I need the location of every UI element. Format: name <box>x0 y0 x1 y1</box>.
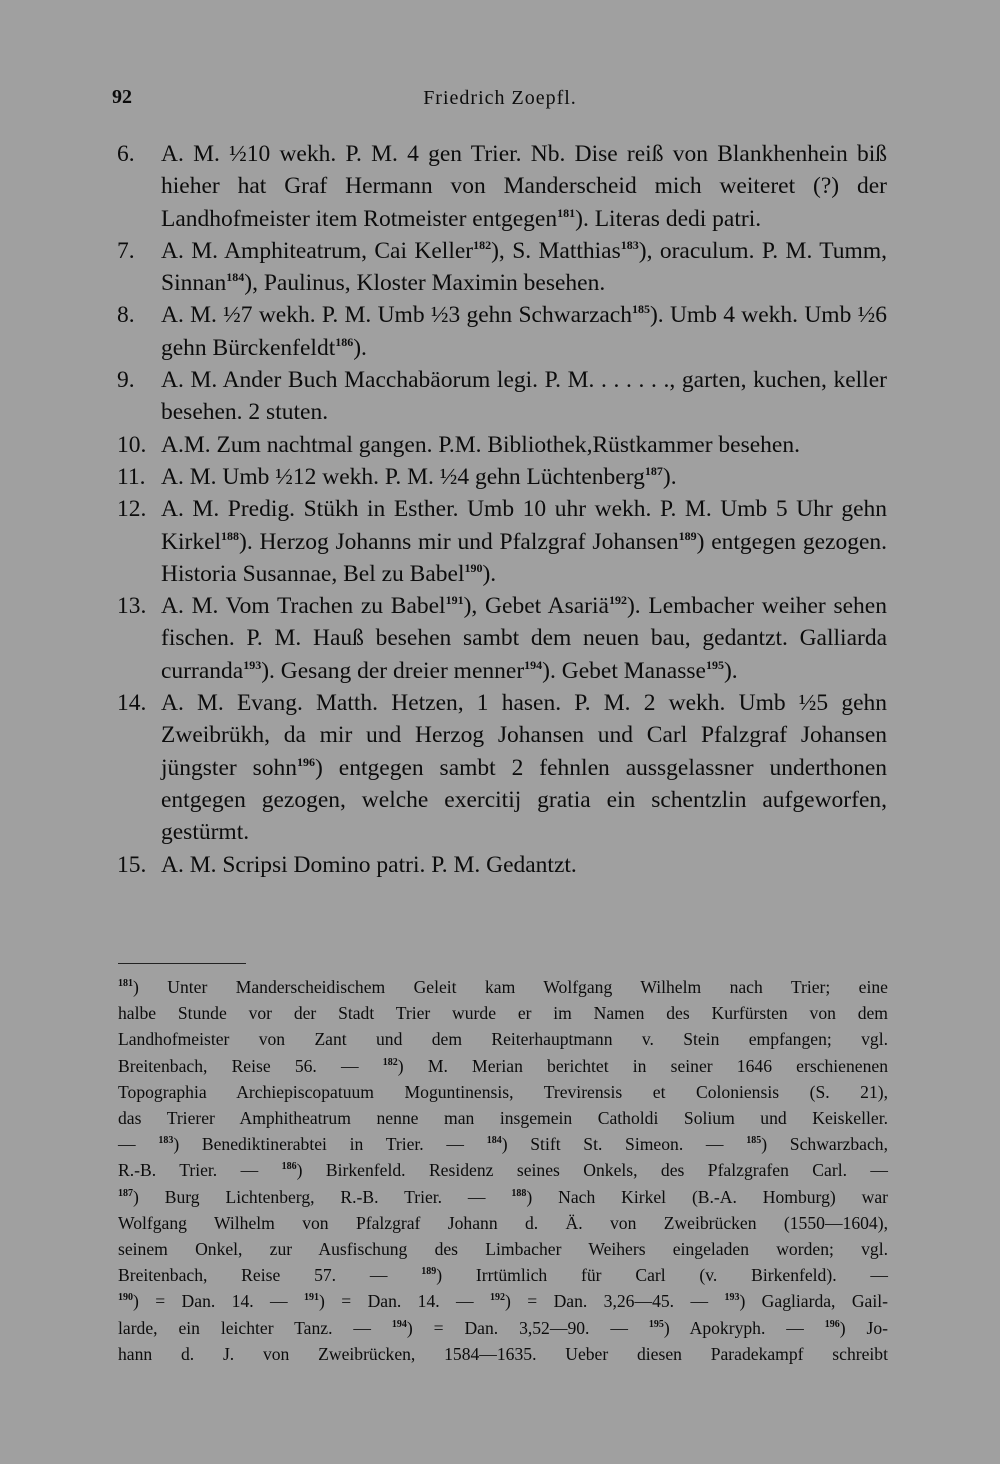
footnote-text: ) Unter Manderscheidischem Geleit kam Wolfgang Wilhelm nach Trier; eine <box>133 977 888 997</box>
footnote-text: ) M. Merian berichtet in seiner 1646 erschienenen <box>397 1055 889 1076</box>
entry-text: A. M. Scripsi Domino patri. P. M. Gedantzt. <box>161 851 577 878</box>
footnote-text: ) = Dan. 14. — <box>133 1291 305 1312</box>
footnote-ref: 195 <box>705 657 724 672</box>
footnote-number: 191 <box>304 1292 320 1304</box>
entry-text: A. M. Ander Buch Macchabäorum legi. P. M. . . . . . ., garten, kuchen, keller besehen. 2 stuten. <box>161 367 887 426</box>
footnote-ref: 191 <box>445 593 464 608</box>
diary-entry <box>117 235 887 300</box>
diary-entry <box>117 138 887 235</box>
entry-text: ) entgegen gezogen. Historia Susannae, Bel zu Babel <box>161 528 888 587</box>
footnote-number: 186 <box>281 1161 297 1173</box>
entry-text: ). <box>353 334 367 361</box>
footnote-rule <box>118 963 246 964</box>
footnote-text: Landhofmeister von Zant und dem Reiterhauptmann v. Stein empfangen; vgl. <box>118 1029 888 1050</box>
entry-number: 15. <box>117 851 147 878</box>
entry-text: ). Gebet Manasse <box>542 657 706 684</box>
footnote-number: 183 <box>158 1135 174 1147</box>
footnote-text: ) = Dan. 14. — <box>319 1291 491 1312</box>
diary-entry <box>117 687 887 848</box>
footnote-number: 181 <box>118 978 133 989</box>
diary-entry <box>117 461 887 493</box>
entry-text: ). Gesang der dreier menner <box>261 657 525 684</box>
footnote-line <box>118 1210 888 1236</box>
footnote-text: ) Stift St. Simeon. — <box>501 1134 747 1155</box>
footnote-text: ) Jo- <box>839 1317 889 1338</box>
entry-text: ). <box>482 560 497 587</box>
running-head: Friedrich Zoepfl. <box>423 87 577 109</box>
entry-text: ), Gebet Asariä <box>463 593 609 620</box>
footnote-text: ) Irrtümlich für Carl (v. Birkenfeld). — <box>436 1265 888 1286</box>
entry-number: 13. <box>117 593 147 620</box>
footnote-number: 187 <box>118 1187 133 1199</box>
entry-text: A.M. Zum nachtmal gangen. P.M. Bibliothek,Rüstkammer besehen. <box>161 431 800 458</box>
footnote-number: 192 <box>490 1292 506 1304</box>
entry-text: ). <box>662 463 677 490</box>
footnote-ref: 184 <box>226 270 245 285</box>
main-text <box>117 138 887 881</box>
footnote-text: ) Apokryph. — <box>663 1317 825 1338</box>
footnote-line <box>118 1288 888 1314</box>
footnote-text: Breitenbach, Reise 57. — <box>118 1265 422 1286</box>
footnote-text: R.-B. Trier. — <box>118 1160 282 1181</box>
footnote-text: ) Benediktinerabtei in Trier. — <box>173 1134 487 1155</box>
entry-text: A. M. Evang. Matth. Hetzen, 1 hasen. P. M. 2 wekh. Umb ½5 gehn Zweibrükh, da mir und Herzog Johansen und Carl Pfalzgraf Johansen jüngster sohn <box>161 690 887 781</box>
diary-entry <box>117 590 887 687</box>
footnote-line <box>118 1157 888 1183</box>
footnote-ref: 189 <box>678 528 697 543</box>
footnote-ref: 187 <box>644 463 663 478</box>
entry-number: 11. <box>117 463 146 490</box>
entry-number: 10. <box>117 431 147 458</box>
footnote-number: 190 <box>118 1292 133 1304</box>
entry-number: 7. <box>117 237 135 264</box>
entry-text: ), oraculum. P. M. Tumm, Sinnan <box>161 237 887 297</box>
entry-text: ). Literas dedi patri. <box>575 205 762 232</box>
footnote-text: ) = Dan. 3,52—90. — <box>406 1317 649 1338</box>
footnote-line <box>118 1262 888 1288</box>
footnote-ref: 188 <box>221 528 240 543</box>
footnote-number: 193 <box>724 1292 740 1304</box>
footnote-number: 184 <box>486 1135 502 1147</box>
diary-entry <box>117 364 887 429</box>
entry-text: ). <box>723 657 738 684</box>
entry-text: A. M. Vom Trachen zu Babel <box>161 593 446 620</box>
diary-entry <box>117 429 887 461</box>
footnote-ref: 192 <box>608 593 627 608</box>
footnote-line <box>118 1053 888 1079</box>
diary-entry <box>117 299 887 364</box>
entry-number: 9. <box>117 367 135 394</box>
footnote-line <box>118 1000 888 1026</box>
footnote-number: 195 <box>648 1318 664 1330</box>
entry-text: ), S. Matthias <box>491 237 621 264</box>
footnote-line <box>118 1184 888 1210</box>
footnote-text: halbe Stunde vor der Stadt Trier wurde er im Namen des Kurfürsten von dem <box>118 1003 888 1024</box>
footnote-number: 188 <box>511 1187 527 1199</box>
entry-text: A. M. ½7 wekh. P. M. Umb ½3 gehn Schwarzach <box>161 302 632 329</box>
entry-text: A. M. Predig. Stükh in Esther. Umb 10 uhr wekh. P. M. Umb 5 Uhr gehn Kirkel <box>161 496 887 555</box>
footnote-text: hann d. J. von Zweibrücken, 1584—1635. Ueber diesen Paradekampf schreibt <box>118 1343 888 1364</box>
footnote-text: ) Nach Kirkel (B.-A. Homburg) war <box>526 1186 888 1207</box>
entry-text: ). Herzog Johanns mir und Pfalzgraf Johansen <box>239 528 679 555</box>
page-number: 92 <box>112 86 132 108</box>
footnote-text: ) Burg Lichtenberg, R.-B. Trier. — <box>133 1186 512 1207</box>
entry-number: 8. <box>117 302 135 329</box>
footnote-number: 194 <box>391 1318 407 1330</box>
footnote-ref: 190 <box>464 560 483 575</box>
footnote-text: Breitenbach, Reise 56. — <box>118 1055 383 1076</box>
entry-text: ), Paulinus, Kloster Maximin besehen. <box>244 270 606 297</box>
footnote-line <box>118 1236 888 1262</box>
footnote-line <box>118 1341 888 1367</box>
footnote-number: 189 <box>421 1266 437 1278</box>
footnote-ref: 181 <box>557 205 576 220</box>
diary-entry <box>117 849 887 881</box>
diary-entry <box>117 493 887 590</box>
footnote-text: ) = Dan. 3,26—45. — <box>505 1291 725 1312</box>
footnote-line <box>118 1315 888 1341</box>
entry-text: A. M. Umb ½12 wekh. P. M. ½4 gehn Lüchtenberg <box>161 463 645 490</box>
footnote-number: 182 <box>382 1056 398 1068</box>
footnote-ref: 182 <box>473 237 492 252</box>
footnote-ref: 193 <box>243 657 262 672</box>
footnote-ref: 183 <box>620 237 639 252</box>
footnote-ref: 186 <box>335 334 354 349</box>
footnote-number: 185 <box>746 1135 762 1147</box>
footnote-ref: 194 <box>524 657 543 672</box>
footnote-line <box>118 1079 888 1105</box>
entry-text: A. M. ½10 wekh. P. M. 4 gen Trier. Nb. Dise reiß von Blankhenhein biß hieher hat Graf Hermann von Manderscheid mich weiteret (?) der Landhofmeister item Rotmeister entgegen <box>161 141 887 232</box>
entry-text: ). Umb 4 wekh. Umb ½6 gehn Bürckenfeldt <box>161 302 887 361</box>
footnote-text: Topographia Archiepiscopatuum Moguntinensis, Trevirensis et Coloniensis (S. 21), <box>118 1081 888 1102</box>
footnotes <box>118 974 888 1367</box>
footnote-ref: 185 <box>631 302 650 317</box>
footnote-text: ) Gagliarda, Gail- <box>739 1291 888 1312</box>
entry-number: 6. <box>117 141 135 167</box>
footnote-text: ) Schwarzbach, <box>761 1134 888 1155</box>
footnote-line <box>118 1105 888 1131</box>
entry-text: A. M. Amphiteatrum, Cai Keller <box>161 237 474 264</box>
footnote-text: das Trierer Amphitheatrum nenne man insgemein Catholdi Solium und Keiskeller. <box>118 1108 888 1129</box>
footnote-line <box>118 974 888 1000</box>
entry-text: ). Lembacher weiher sehen fischen. P. M. Hauß besehen sambt dem neuen bau, gedantzt. Galliarda curranda <box>161 593 887 684</box>
entry-text: ) entgegen sambt 2 fehnlen aussgelassner underthonen entgegen gezogen, welche exercitij gratia ein schentzlin aufgeworfen, gestürmt. <box>161 754 888 846</box>
footnote-text: larde, ein leichter Tanz. — <box>118 1317 392 1338</box>
footnote-text: seinem Onkel, zur Ausfischung des Limbacher Weihers eingeladen worden; vgl. <box>118 1239 888 1260</box>
footnote-line <box>118 1131 888 1157</box>
footnote-text: Wolfgang Wilhelm von Pfalzgraf Johann d. Ä. von Zweibrücken (1550—1604), <box>118 1212 888 1233</box>
entry-number: 14. <box>117 690 147 717</box>
footnote-line <box>118 1026 888 1052</box>
entry-number: 12. <box>117 496 147 523</box>
footnote-text: — <box>118 1134 159 1155</box>
footnote-ref: 196 <box>297 754 316 769</box>
footnote-number: 196 <box>824 1318 840 1330</box>
footnote-text: ) Birkenfeld. Residenz seines Onkels, des Pfalzgrafen Carl. — <box>296 1160 888 1181</box>
